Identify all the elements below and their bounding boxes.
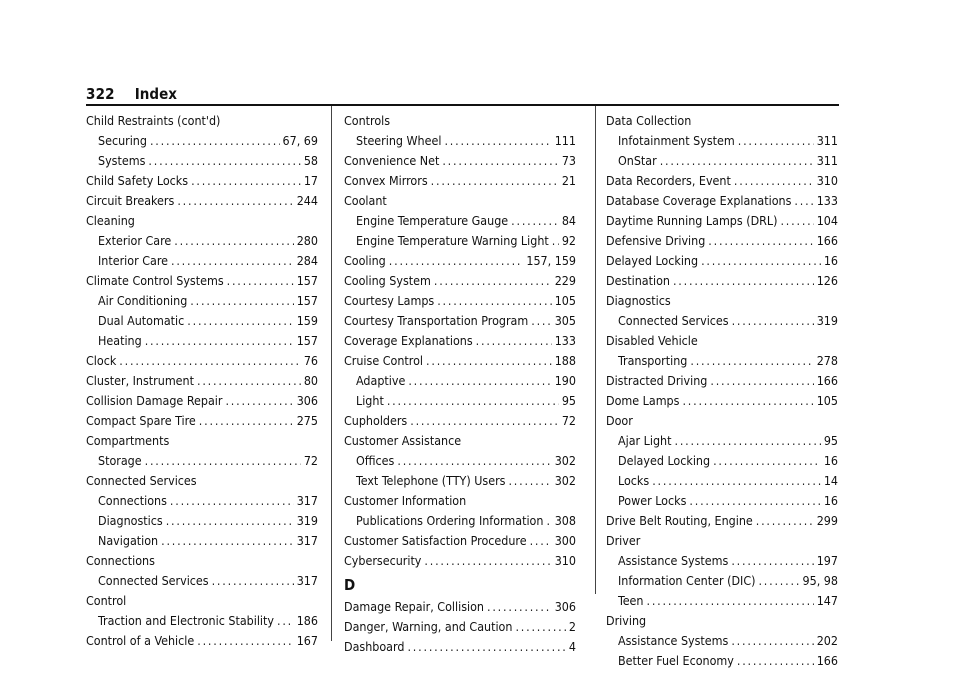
entry-page-ref: 133 bbox=[554, 333, 576, 348]
index-entry bbox=[344, 617, 576, 637]
header-rule bbox=[86, 104, 839, 106]
entry-page-ref: 166 bbox=[816, 373, 838, 388]
entry-page-ref: 95 bbox=[561, 393, 576, 408]
index-entry bbox=[606, 311, 838, 331]
entry-term: Compact Spare Tire bbox=[86, 413, 196, 428]
entry-page-ref: 105 bbox=[816, 393, 838, 408]
dot-leader bbox=[701, 251, 821, 271]
dot-leader bbox=[731, 631, 813, 651]
entry-term: Exterior Care bbox=[98, 233, 172, 248]
index-entry bbox=[86, 391, 318, 411]
entry-page-ref: 308 bbox=[554, 513, 576, 528]
entry-page-ref: 76 bbox=[303, 353, 318, 368]
dot-leader bbox=[444, 131, 551, 151]
dot-leader bbox=[690, 351, 813, 371]
entry-page-ref: 67, 69 bbox=[282, 133, 318, 148]
entry-page-ref: 306 bbox=[296, 393, 318, 408]
entry-page-ref: 310 bbox=[554, 553, 576, 568]
entry-page-ref: 311 bbox=[816, 133, 838, 148]
dot-leader bbox=[187, 311, 293, 331]
entry-page-ref: 190 bbox=[554, 373, 576, 388]
index-entry bbox=[606, 191, 838, 211]
entry-term: Assistance Systems bbox=[618, 553, 729, 568]
dot-leader bbox=[225, 391, 293, 411]
dot-leader bbox=[410, 411, 559, 431]
dot-leader bbox=[389, 251, 524, 271]
index-entry bbox=[86, 251, 318, 271]
entry-term: Teen bbox=[618, 593, 644, 608]
entry-term: Navigation bbox=[98, 533, 159, 548]
section-letter: D bbox=[344, 576, 356, 594]
entry-page-ref: 306 bbox=[554, 599, 576, 614]
index-entry bbox=[344, 331, 576, 351]
entry-page-ref: 157 bbox=[296, 293, 318, 308]
index-entry bbox=[606, 631, 838, 651]
dot-leader bbox=[758, 571, 799, 591]
column-divider bbox=[331, 106, 332, 641]
entry-page-ref: 280 bbox=[296, 233, 318, 248]
index-heading: Controls bbox=[344, 113, 391, 128]
entry-term: Convenience Net bbox=[344, 153, 440, 168]
entry-term: Cybersecurity bbox=[344, 553, 422, 568]
index-entry bbox=[606, 211, 838, 231]
dot-leader bbox=[689, 491, 820, 511]
dot-leader bbox=[424, 551, 551, 571]
entry-term: Dashboard bbox=[344, 639, 405, 654]
index-heading: Coolant bbox=[344, 193, 387, 208]
entry-term: Climate Control Systems bbox=[86, 273, 224, 288]
entry-page-ref: 278 bbox=[816, 353, 838, 368]
dot-leader bbox=[487, 597, 552, 617]
index-entry bbox=[86, 311, 318, 331]
entry-term: Child Safety Locks bbox=[86, 173, 189, 188]
entry-term: Steering Wheel bbox=[356, 133, 442, 148]
entry-page-ref: 229 bbox=[554, 273, 576, 288]
index-entry bbox=[344, 471, 576, 491]
dot-leader bbox=[191, 171, 301, 191]
entry-term: Engine Temperature Warning Light bbox=[356, 233, 549, 248]
entry-term: Control of a Vehicle bbox=[86, 633, 195, 648]
entry-term: Information Center (DIC) bbox=[618, 573, 756, 588]
index-entry bbox=[606, 491, 838, 511]
entry-page-ref: 111 bbox=[554, 133, 576, 148]
dot-leader bbox=[277, 611, 294, 631]
entry-page-ref: 302 bbox=[554, 453, 576, 468]
dot-leader bbox=[756, 511, 814, 531]
entry-page-ref: 73 bbox=[561, 153, 576, 168]
index-entry bbox=[606, 271, 838, 291]
dot-leader bbox=[546, 511, 551, 531]
dot-leader bbox=[227, 271, 294, 291]
dot-leader bbox=[397, 451, 551, 471]
dot-leader bbox=[442, 151, 558, 171]
entry-page-ref: 186 bbox=[296, 613, 318, 628]
dot-leader bbox=[212, 571, 294, 591]
index-entry bbox=[344, 451, 576, 471]
entry-page-ref: 284 bbox=[296, 253, 318, 268]
dot-leader bbox=[675, 431, 821, 451]
entry-term: Ajar Light bbox=[618, 433, 672, 448]
index-entry bbox=[86, 491, 318, 511]
index-column-2 bbox=[344, 111, 576, 657]
index-entry bbox=[86, 511, 318, 531]
dot-leader bbox=[780, 211, 813, 231]
entry-page-ref: 105 bbox=[554, 293, 576, 308]
entry-page-ref: 188 bbox=[554, 353, 576, 368]
entry-page-ref: 319 bbox=[816, 313, 838, 328]
index-entry bbox=[86, 631, 318, 651]
dot-leader bbox=[476, 331, 552, 351]
dot-leader bbox=[508, 471, 551, 491]
dot-leader bbox=[734, 171, 814, 191]
dot-leader bbox=[145, 331, 294, 351]
dot-leader bbox=[199, 411, 294, 431]
index-heading: Diagnostics bbox=[606, 293, 671, 308]
index-heading: Driver bbox=[606, 533, 641, 548]
entry-page-ref: 92 bbox=[561, 233, 576, 248]
index-heading: Control bbox=[86, 593, 127, 608]
entry-page-ref: 72 bbox=[561, 413, 576, 428]
index-entry bbox=[86, 331, 318, 351]
index-entry bbox=[344, 131, 576, 151]
dot-leader bbox=[652, 471, 821, 491]
page-number: 322 bbox=[86, 85, 115, 103]
index-entry bbox=[86, 171, 318, 191]
dot-leader bbox=[407, 637, 565, 657]
entry-page-ref: 319 bbox=[296, 513, 318, 528]
entry-page-ref: 159 bbox=[296, 313, 318, 328]
entry-term: Adaptive bbox=[356, 373, 406, 388]
entry-term: Offices bbox=[356, 453, 395, 468]
dot-leader bbox=[174, 231, 293, 251]
index-entry bbox=[606, 251, 838, 271]
dot-leader bbox=[177, 191, 293, 211]
dot-leader bbox=[434, 271, 552, 291]
entry-term: Heating bbox=[98, 333, 142, 348]
index-entry bbox=[344, 211, 576, 231]
entry-term: Systems bbox=[98, 153, 146, 168]
dot-leader bbox=[197, 371, 301, 391]
dot-leader bbox=[710, 371, 813, 391]
index-entry bbox=[344, 291, 576, 311]
index-entry bbox=[606, 171, 838, 191]
entry-term: Clock bbox=[86, 353, 117, 368]
entry-term: Cluster, Instrument bbox=[86, 373, 194, 388]
entry-page-ref: 16 bbox=[823, 493, 838, 508]
entry-page-ref: 16 bbox=[823, 253, 838, 268]
entry-term: Circuit Breakers bbox=[86, 193, 175, 208]
entry-term: Text Telephone (TTY) Users bbox=[356, 473, 506, 488]
entry-term: Assistance Systems bbox=[618, 633, 729, 648]
entry-term: Collision Damage Repair bbox=[86, 393, 223, 408]
dot-leader bbox=[171, 251, 294, 271]
index-entry bbox=[606, 351, 838, 371]
index-entry bbox=[606, 571, 838, 591]
dot-leader bbox=[426, 351, 552, 371]
entry-page-ref: 16 bbox=[823, 453, 838, 468]
entry-term: Delayed Locking bbox=[606, 253, 699, 268]
entry-page-ref: 244 bbox=[296, 193, 318, 208]
index-entry bbox=[606, 231, 838, 251]
entry-term: Locks bbox=[618, 473, 650, 488]
index-entry bbox=[86, 571, 318, 591]
dot-leader bbox=[145, 451, 301, 471]
entry-term: Destination bbox=[606, 273, 670, 288]
entry-term: Air Conditioning bbox=[98, 293, 188, 308]
dot-leader bbox=[166, 511, 294, 531]
entry-page-ref: 166 bbox=[816, 233, 838, 248]
entry-term: Diagnostics bbox=[98, 513, 163, 528]
entry-page-ref: 72 bbox=[303, 453, 318, 468]
dot-leader bbox=[408, 371, 551, 391]
entry-term: OnStar bbox=[618, 153, 657, 168]
dot-leader bbox=[673, 271, 814, 291]
entry-term: Danger, Warning, and Caution bbox=[344, 619, 513, 634]
entry-page-ref: 17 bbox=[303, 173, 318, 188]
index-entry bbox=[606, 371, 838, 391]
index-entry bbox=[86, 131, 318, 151]
entry-page-ref: 21 bbox=[561, 173, 576, 188]
index-heading: Driving bbox=[606, 613, 647, 628]
dot-leader bbox=[731, 551, 813, 571]
index-heading: Customer Assistance bbox=[344, 433, 462, 448]
index-heading: Disabled Vehicle bbox=[606, 333, 698, 348]
entry-page-ref: 317 bbox=[296, 573, 318, 588]
index-entry bbox=[344, 411, 576, 431]
dot-leader bbox=[437, 291, 552, 311]
index-heading: Compartments bbox=[86, 433, 170, 448]
entry-term: Daytime Running Lamps (DRL) bbox=[606, 213, 778, 228]
index-entry bbox=[344, 171, 576, 191]
dot-leader bbox=[148, 151, 300, 171]
entry-term: Engine Temperature Gauge bbox=[356, 213, 509, 228]
index-entry bbox=[606, 551, 838, 571]
entry-term: Publications Ordering Information bbox=[356, 513, 544, 528]
entry-page-ref: 147 bbox=[816, 593, 838, 608]
entry-page-ref: 104 bbox=[816, 213, 838, 228]
dot-leader bbox=[682, 391, 813, 411]
dot-leader bbox=[738, 131, 814, 151]
entry-page-ref: 299 bbox=[816, 513, 838, 528]
entry-page-ref: 305 bbox=[554, 313, 576, 328]
index-heading: Connected Services bbox=[86, 473, 197, 488]
index-entry bbox=[344, 311, 576, 331]
index-entry bbox=[344, 511, 576, 531]
index-entry bbox=[86, 291, 318, 311]
index-entry bbox=[606, 431, 838, 451]
dot-leader bbox=[511, 211, 559, 231]
entry-page-ref: 311 bbox=[816, 153, 838, 168]
dot-leader bbox=[387, 391, 559, 411]
entry-term: Cooling bbox=[344, 253, 386, 268]
entry-page-ref: 157 bbox=[296, 273, 318, 288]
entry-term: Distracted Driving bbox=[606, 373, 708, 388]
index-entry bbox=[86, 191, 318, 211]
entry-term: Cupholders bbox=[344, 413, 408, 428]
entry-page-ref: 58 bbox=[303, 153, 318, 168]
index-entry bbox=[606, 131, 838, 151]
entry-page-ref: 317 bbox=[296, 493, 318, 508]
entry-term: Light bbox=[356, 393, 384, 408]
dot-leader bbox=[531, 311, 551, 331]
entry-term: Customer Satisfaction Procedure bbox=[344, 533, 527, 548]
entry-term: Connected Services bbox=[98, 573, 209, 588]
index-entry bbox=[344, 271, 576, 291]
index-entry bbox=[606, 591, 838, 611]
entry-page-ref: 157, 159 bbox=[526, 253, 576, 268]
index-entry bbox=[344, 251, 576, 271]
entry-page-ref: 275 bbox=[296, 413, 318, 428]
index-entry bbox=[606, 391, 838, 411]
index-entry bbox=[344, 391, 576, 411]
entry-term: Interior Care bbox=[98, 253, 168, 268]
index-entry bbox=[344, 351, 576, 371]
index-heading: Door bbox=[606, 413, 633, 428]
dot-leader bbox=[552, 231, 559, 251]
index-heading: Child Restraints (cont'd) bbox=[86, 113, 221, 128]
entry-term: Better Fuel Economy bbox=[618, 653, 734, 668]
entry-page-ref: 310 bbox=[816, 173, 838, 188]
index-column-1 bbox=[86, 111, 318, 651]
dot-leader bbox=[431, 171, 559, 191]
entry-page-ref: 300 bbox=[554, 533, 576, 548]
entry-page-ref: 126 bbox=[816, 273, 838, 288]
entry-page-ref: 166 bbox=[816, 653, 838, 668]
entry-page-ref: 14 bbox=[823, 473, 838, 488]
entry-term: Cruise Control bbox=[344, 353, 424, 368]
index-entry bbox=[344, 151, 576, 171]
dot-leader bbox=[794, 191, 813, 211]
entry-term: Convex Mirrors bbox=[344, 173, 428, 188]
index-entry bbox=[344, 551, 576, 571]
entry-term: Connected Services bbox=[618, 313, 729, 328]
entry-term: Dome Lamps bbox=[606, 393, 680, 408]
index-entry bbox=[344, 231, 576, 251]
entry-term: Securing bbox=[98, 133, 147, 148]
index-heading: Connections bbox=[86, 553, 155, 568]
index-heading: Customer Information bbox=[344, 493, 467, 508]
entry-term: Data Recorders, Event bbox=[606, 173, 731, 188]
index-entry bbox=[606, 451, 838, 471]
entry-page-ref: 197 bbox=[816, 553, 838, 568]
entry-term: Traction and Electronic Stability bbox=[98, 613, 274, 628]
entry-term: Cooling System bbox=[344, 273, 431, 288]
entry-page-ref: 167 bbox=[296, 633, 318, 648]
index-entry bbox=[344, 531, 576, 551]
entry-page-ref: 84 bbox=[561, 213, 576, 228]
index-entry bbox=[86, 351, 318, 371]
index-entry bbox=[86, 451, 318, 471]
entry-term: Defensive Driving bbox=[606, 233, 706, 248]
entry-page-ref: 317 bbox=[296, 533, 318, 548]
dot-leader bbox=[190, 291, 293, 311]
entry-term: Courtesy Transportation Program bbox=[344, 313, 529, 328]
index-entry bbox=[86, 371, 318, 391]
page-header bbox=[86, 84, 838, 103]
entry-term: Delayed Locking bbox=[618, 453, 711, 468]
dot-leader bbox=[119, 351, 301, 371]
index-heading: Data Collection bbox=[606, 113, 692, 128]
index-entry bbox=[606, 651, 838, 671]
index-entry bbox=[86, 151, 318, 171]
entry-term: Infotainment System bbox=[618, 133, 735, 148]
entry-page-ref: 202 bbox=[816, 633, 838, 648]
index-entry bbox=[606, 471, 838, 491]
dot-leader bbox=[708, 231, 813, 251]
entry-term: Database Coverage Explanations bbox=[606, 193, 792, 208]
entry-page-ref: 95 bbox=[823, 433, 838, 448]
index-entry bbox=[344, 597, 576, 617]
dot-leader bbox=[732, 311, 814, 331]
index-column-3 bbox=[606, 111, 838, 671]
dot-leader bbox=[515, 617, 565, 637]
index-entry bbox=[86, 611, 318, 631]
entry-term: Dual Automatic bbox=[98, 313, 185, 328]
dot-leader bbox=[713, 451, 821, 471]
dot-leader bbox=[150, 131, 280, 151]
page-title: Index bbox=[134, 85, 177, 103]
entry-page-ref: 2 bbox=[568, 619, 576, 634]
entry-term: Power Locks bbox=[618, 493, 687, 508]
dot-leader bbox=[660, 151, 814, 171]
index-entry bbox=[344, 371, 576, 391]
entry-page-ref: 80 bbox=[303, 373, 318, 388]
entry-page-ref: 133 bbox=[816, 193, 838, 208]
entry-page-ref: 4 bbox=[568, 639, 576, 654]
dot-leader bbox=[737, 651, 814, 671]
index-entry bbox=[86, 531, 318, 551]
entry-term: Connections bbox=[98, 493, 167, 508]
entry-term: Storage bbox=[98, 453, 142, 468]
dot-leader bbox=[161, 531, 294, 551]
index-entry bbox=[606, 151, 838, 171]
column-divider bbox=[595, 106, 596, 594]
index-entry bbox=[86, 231, 318, 251]
entry-term: Coverage Explanations bbox=[344, 333, 473, 348]
entry-page-ref: 302 bbox=[554, 473, 576, 488]
entry-page-ref: 95, 98 bbox=[802, 573, 838, 588]
index-entry bbox=[606, 511, 838, 531]
entry-term: Courtesy Lamps bbox=[344, 293, 435, 308]
dot-leader bbox=[170, 491, 294, 511]
index-heading: Cleaning bbox=[86, 213, 135, 228]
dot-leader bbox=[647, 591, 814, 611]
entry-term: Damage Repair, Collision bbox=[344, 599, 484, 614]
entry-page-ref: 157 bbox=[296, 333, 318, 348]
index-entry bbox=[344, 637, 576, 657]
dot-leader bbox=[197, 631, 293, 651]
index-entry bbox=[86, 411, 318, 431]
dot-leader bbox=[530, 531, 552, 551]
entry-term: Transporting bbox=[618, 353, 688, 368]
index-entry bbox=[86, 271, 318, 291]
entry-term: Drive Belt Routing, Engine bbox=[606, 513, 753, 528]
